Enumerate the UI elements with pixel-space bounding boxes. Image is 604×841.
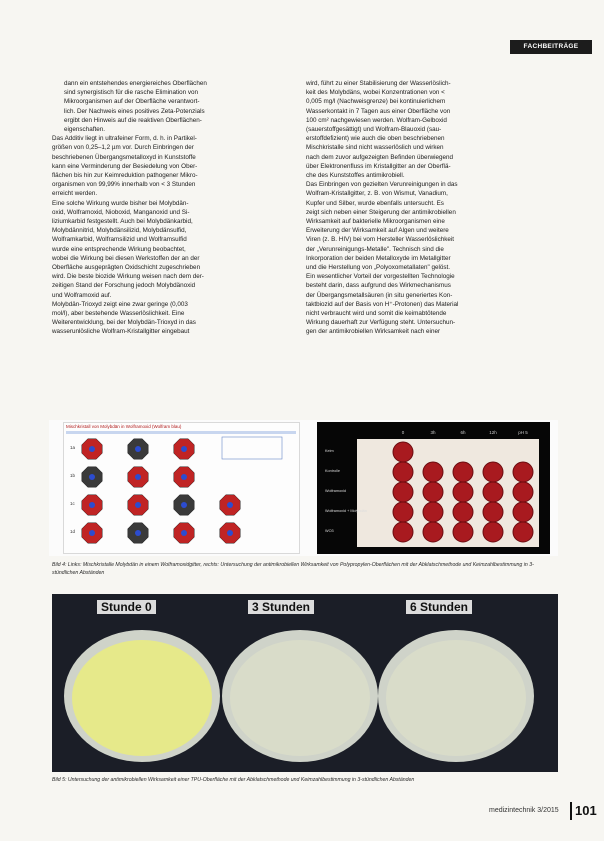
text-line: Wirkung dauerhaft zur Verfügung steht. Untersuchun-	[306, 319, 456, 327]
page-number: 101	[575, 803, 597, 818]
right-text-column	[306, 79, 558, 337]
text-line: che des Kunststoffes antimikrobiell.	[306, 172, 405, 180]
text-line: eigenschaften.	[64, 126, 105, 134]
text-line: taktbiozid auf der Basis von H⁺-Protonen) das Material	[306, 300, 459, 308]
petri-dish	[423, 502, 443, 522]
text-line: kann eine Verminderung der Besiedelung von Ober-	[52, 162, 198, 170]
row-label: 1c	[70, 501, 75, 506]
text-line: sind synergistisch für die rasche Elimination von	[64, 89, 199, 97]
text-line: und Wolframoxid auf.	[52, 291, 112, 299]
crystal-structure-panel	[63, 422, 300, 554]
text-line: 100 cm² nachgewiesen werden. Wolfram-Gelboxid	[306, 116, 447, 124]
text-line: wobei die Wirkung bei diesen Werkstoffen der an der	[52, 254, 200, 262]
petri-dish	[393, 522, 413, 542]
dish-row-label: Wolframoxid	[325, 489, 347, 493]
text-line: erreicht werden.	[52, 190, 98, 198]
petri-dish	[393, 442, 413, 462]
plate-label-hour-0: Stunde 0	[97, 600, 156, 614]
crystal-center-atom	[135, 474, 141, 480]
crystal-center-atom	[89, 474, 95, 480]
time-header: 0	[401, 430, 405, 435]
text-line: beschriebenen Übergangsmetalloxyd in Kunststoffe	[52, 153, 196, 161]
petri-dish	[393, 482, 413, 502]
text-line: mol/l), aber bestehende Wasserlöslichkeit. Eine	[52, 310, 185, 318]
text-line: und die Herstellung von „Polyoxometallaten" gelöst.	[306, 264, 450, 272]
text-line: Molybdännitrid, Molybdänsilizid, Molybdänsulfid,	[52, 227, 187, 235]
figure-5-caption: Bild 5: Untersuchung der antimikrobiellen Wirksamkeit einer TPU-Oberfläche mit der Abklatschmethode und Keimzahlbestimmung in 3-stündlichen Abständen	[52, 777, 415, 783]
text-line: ergibt den Hinweis auf die reaktiven Oberflächen-	[64, 116, 202, 124]
time-header: 12h	[489, 430, 497, 435]
dish-table-background	[357, 439, 539, 547]
text-line: größen von 0,25–1,2 µm vor. Durch Einbringen der	[52, 144, 194, 152]
agar-surface	[72, 640, 212, 756]
figure-5	[52, 594, 558, 772]
crystal-center-atom	[181, 530, 187, 536]
crystal-center-atom	[227, 530, 233, 536]
agar-surface	[386, 640, 526, 756]
left-text-column	[52, 79, 302, 337]
crystal-panel-toolbar	[66, 431, 296, 434]
time-header: pH 5	[518, 430, 528, 435]
text-line: dann ein entstehendes energiereiches Oberflächen	[64, 80, 207, 87]
petri-dish	[513, 502, 533, 522]
petri-dish	[393, 462, 413, 482]
text-line: nicht verbraucht wird und somit die keimabtötende	[306, 310, 447, 318]
tpu-plates-photo	[52, 594, 558, 772]
figure-4	[49, 420, 558, 556]
text-line: Mikroorganismen auf der Oberfläche verantwort-	[64, 98, 200, 106]
petri-dish	[483, 482, 503, 502]
text-line: Kupfer und Silber, wurde ebenfalls untersucht. Es	[306, 199, 444, 207]
text-line: (sauerstoffgesättigt) und Wolfram-Blauoxid (sau-	[306, 126, 442, 134]
text-line: zeigt sich neben einer Steigerung der antimikrobiellen	[306, 208, 456, 216]
text-line: wird. Die beste biozide Wirkung weisen nach dem der-	[52, 273, 204, 281]
text-line: Ein wesentlicher Vorteil der vorgestellten Technologie	[306, 273, 455, 281]
text-line: oxid, Wolframoxid, Nioboxid, Manganoxid und Si-	[52, 208, 190, 216]
plate-label-hour-3: 3 Stunden	[248, 600, 314, 614]
petri-dish	[423, 522, 443, 542]
text-line: Wirksamkeit auf bakterielle Mikroorganismen eine	[306, 218, 445, 226]
structure-inset	[222, 437, 282, 459]
dish-row-label: Keim	[325, 449, 334, 453]
petri-dish	[483, 522, 503, 542]
text-line: Eine solche Wirkung wurde bisher bei Molybdän-	[52, 199, 189, 207]
figure-4-caption: Bild 4: Links: Mischkristalle Molybdän in einem Wolframoxidgitter, rechts: Untersuchung der antimikrobiellen Wirksamkeit von Polypropylen-Oberflächen mit der Abklatschmethode und Keimzahlbestimmung in 3-stündlichen Abständen	[52, 562, 534, 576]
text-line: Wolframkarbid, Wolframsilizid und Wolframsulfid	[52, 236, 187, 244]
crystal-structure-image	[64, 435, 299, 553]
petri-dish	[453, 522, 473, 542]
petri-dish	[423, 482, 443, 502]
text-line: gen der antimikrobiellen Wirksamkeit nach einer	[306, 328, 441, 336]
petri-dish	[453, 462, 473, 482]
text-line: Inkorporation der beiden Metalloxyde im Metallgitter	[306, 254, 451, 262]
text-line: erstoffdefizient) wie auch die oben beschriebenen	[306, 135, 445, 143]
crystal-center-atom	[89, 502, 95, 508]
text-line: Oberfläche ausgeprägten Oxidschicht zugeschrieben	[52, 264, 201, 272]
crystal-center-atom	[135, 530, 141, 536]
agar-surface	[230, 640, 370, 756]
text-line: Mischkristalle sind nicht wasserlöslich und wirken	[306, 144, 444, 152]
dish-row-label: WO3	[325, 529, 334, 533]
row-label: 1b	[70, 473, 76, 478]
text-line: wasserunlösliche Wolfram-Kristallgitter eingebaut	[52, 328, 190, 336]
text-line: nach dem zuvor aufgezeigten Befinden überwiegend	[306, 153, 454, 161]
text-line: zeitigen Stand der Forschung jedoch Molybdänoxid	[52, 282, 196, 290]
text-line: der Übergangsmetallsäuren (in situ generiertes Kon-	[306, 291, 453, 299]
text-line: Wolfram-Kristallgitter, z. B. von Wismut, Vanadium,	[306, 190, 448, 198]
crystal-center-atom	[135, 502, 141, 508]
text-line: wurde eine entsprechende Wirkung beobachtet,	[52, 245, 186, 253]
crystal-center-atom	[89, 530, 95, 536]
page-number-bar	[570, 802, 572, 820]
text-line: wird, führt zu einer Stabilisierung der Wasserlöslich-	[306, 80, 451, 87]
petri-dish	[483, 502, 503, 522]
text-line: besteht darin, dass aufgrund des Wirkmechanismus	[306, 282, 451, 290]
text-line: 0,005 mg/l (Nachweisgrenze) bei kontinuierlichem	[306, 98, 446, 106]
crystal-center-atom	[181, 502, 187, 508]
crystal-center-atom	[135, 446, 141, 452]
crystal-panel-title: Mischkristall von Molybdän in Wolframoxid (Wolfram blau)	[66, 424, 182, 429]
crystal-center-atom	[181, 474, 187, 480]
text-line: Das Einbringen von gezielten Verunreinigungen in das	[306, 181, 458, 189]
text-line: Das Additiv liegt in ultrafeiner Form, d. h. in Partikel-	[52, 135, 197, 143]
petri-dish	[423, 462, 443, 482]
time-header: 6h	[460, 430, 466, 435]
dish-row-label: Wolframoxid + Molybdän	[325, 509, 367, 513]
petri-dish	[483, 462, 503, 482]
text-line: lich. Der Nachweis eines positives Zeta-Potenzials	[64, 107, 205, 115]
text-line: liziumkarbid festgestellt. Auch bei Molybdänkarbid,	[52, 218, 193, 226]
petri-dish	[453, 502, 473, 522]
section-label: FACHBEITRÄGE	[510, 40, 592, 54]
journal-issue: medizintechnik 3/2015	[489, 807, 559, 814]
row-label: 1a	[70, 445, 76, 450]
dish-row-label: Kontrolle	[325, 469, 340, 473]
crystal-center-atom	[227, 502, 233, 508]
petri-dish-grid	[317, 422, 550, 554]
text-line: Molybdän-Trioxyd zeigt eine zwar geringe (0,003	[52, 300, 188, 308]
text-line: Wasserkontakt in 7 Tagen aus einer Oberfläche von	[306, 107, 451, 115]
text-line: Weiterentwicklung, bei der Molybdän-Trioxyd in das	[52, 319, 196, 327]
text-line: der „Verunreinigungs-Metalle". Technisch sind die	[306, 245, 444, 253]
text-line: über Elektronenfluss im Kristallgitter an der Oberflä-	[306, 162, 451, 170]
text-line: Viren (z. B. HIV) bei vom Hersteller Wasserlöslichkeit	[306, 236, 455, 244]
text-line: flächen bis hin zur Keimreduktion pathogener Mikro-	[52, 172, 198, 180]
crystal-center-atom	[89, 446, 95, 452]
petri-dish	[513, 522, 533, 542]
time-header: 3h	[430, 430, 436, 435]
plate-label-hour-6: 6 Stunden	[406, 600, 472, 614]
crystal-center-atom	[181, 446, 187, 452]
petri-dish	[453, 482, 473, 502]
petri-dish-photo	[317, 422, 550, 554]
text-line: Erweiterung der Wirksamkeit auf Algen und weitere	[306, 227, 449, 235]
petri-dish	[513, 482, 533, 502]
petri-dish	[393, 502, 413, 522]
row-label: 1d	[70, 529, 76, 534]
text-line: organismen von 99,99% innerhalb von < 3 Stunden	[52, 181, 196, 189]
petri-dish	[513, 462, 533, 482]
text-line: keit des Molybdäns, wobei Konzentrationen von <	[306, 89, 445, 97]
